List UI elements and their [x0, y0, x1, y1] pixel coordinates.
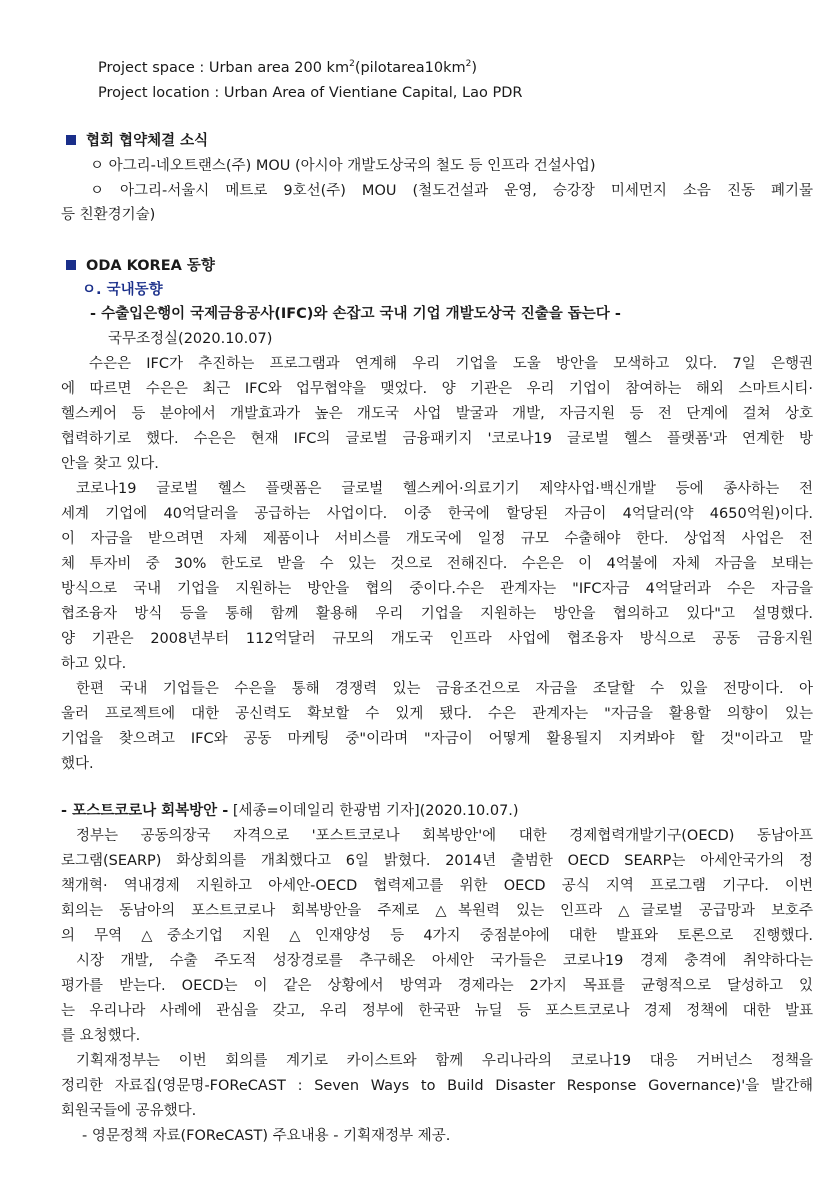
article1-line: 기업을 찾으려고 IFC와 공동 마케팅 중"이라며 "자금이 어떻게 활용될지 지켜봐야 할 것"이라고 말	[61, 731, 813, 747]
article1-headline: - 수출입은행이 국제금융공사(IFC)와 손잡고 국내 기업 개발도상국 진출을 돕는다 -	[90, 306, 621, 322]
article1-line: 한편 국내 기업들은 수은을 통해 경쟁력 있는 금융조건으로 자금을 조달할 수 있을 전망이다. 아	[76, 681, 813, 697]
article2-header	[61, 802, 519, 820]
square-bullet-icon	[66, 260, 76, 270]
article1-line: 세계 기업에 40억달러을 공급하는 사업이다. 이중 한국에 할당된 자금이 4억달러(약 4650억원)이다.	[61, 506, 813, 522]
assoc-item: ㅇ 아그리-네오트랜스(주) MOU (아시아 개발도상국의 철도 등 인프라 건설사업)	[90, 158, 596, 174]
article2-line: 책개혁· 역내경제 지원하고 아세안-OECD 협력제고를 위한 OECD 공식 지역 프로그램 기구다. 이번	[61, 878, 813, 894]
article1-line: 협력하기로 했다. 수은은 현재 IFC의 글로벌 금융패키지 '코로나19 글로벌 헬스 플랫폼'과 연계한 방	[61, 431, 813, 447]
square-bullet-icon	[66, 135, 76, 145]
article2-line: 기획재정부는 이번 회의를 계기로 카이스트와 함께 우리나라의 코로나19 대응 거버넌스 정책을	[76, 1053, 813, 1069]
article1-line: 이 자금을 받으려면 자체 제품이나 서비스를 개도국에 일정 규모 수출해야 한다. 상업적 사업은 전	[61, 531, 813, 547]
article1-line: 방식으로 국내 기업을 지원하는 방안을 협의 중이다.수은 관계자는 "IFC자금 4억달러과 수은 자금을	[61, 581, 813, 597]
article2-line: 회원국들에 공유했다.	[61, 1103, 197, 1119]
assoc-section-heading: 협회 협약체결 소식	[66, 132, 208, 150]
article1-source: 국무조정실(2020.10.07)	[108, 331, 273, 347]
article1-line: 수은은 IFC가 추진하는 프로그램과 연계해 우리 기업을 도울 방안을 모색하고 있다. 7일 은행권	[89, 356, 813, 372]
domestic-subheading: ㅇ. 국내동향	[82, 282, 163, 298]
article1-line: 헬스케어 등 분야에서 개발효과가 높은 개도국 사업 발굴과 개발, 자금지원 등 전 단계에 걸쳐 상호	[61, 406, 813, 422]
assoc-item: ㅇ 아그리-서울시 메트로 9호선(주) MOU (철도건설과 운영, 승강장 미세먼지 소음 진동 폐기물	[90, 183, 813, 199]
figure-caption: - 영문정책 자료(FOReCAST) 주요내용 - 기획재정부 제공.	[82, 1128, 451, 1144]
article1-line: 했다.	[61, 756, 94, 772]
article2-line: 평가를 받는다. OECD는 이 같은 상황에서 방역과 경제라는 2가지 목표를 균형적으로 달성하고 있	[61, 978, 813, 994]
article2-headline: - 포스트코로나 회복방안 -	[61, 803, 229, 819]
article1-line: 협조융자 방식 등을 통해 함께 활용해 우리 기업을 지원하는 방안을 협의하고 있다"고 설명했다.	[61, 606, 813, 622]
article2-line: 정리한 자료집(영문명-FOReCAST : Seven Ways to Build Disaster Response Governance)'을 발간해	[61, 1078, 813, 1094]
article2-line: 를 요청했다.	[61, 1028, 141, 1044]
article2-line: 시장 개발, 수출 주도적 성장경로를 추구해온 아세안 국가들은 코로나19 경제 충격에 취약하다는	[76, 953, 813, 969]
oda-section-heading: ODA KOREA 동향	[66, 257, 215, 275]
article1-line: 울러 프로젝트에 대한 공신력도 확보할 수 있게 됐다. 수은 관계자는 "자금을 활용할 의향이 있는	[61, 706, 813, 722]
article2-line: 의 무역 △중소기업 지원 △인재양성 등 4가지 중점분야에 대한 발표와 토론으로 진행했다.	[61, 928, 813, 944]
assoc-item-cont: 등 친환경기술)	[61, 207, 156, 223]
project-location: Project location : Urban Area of Vientiane Capital, Lao PDR	[98, 85, 523, 101]
article2-line: 회의는 동남아의 포스트코로나 회복방안을 주제로 △복원력 있는 인프라 △글로벌 공급망과 보호주	[61, 903, 813, 919]
article1-line: 하고 있다.	[61, 656, 127, 672]
project-space: Project space : Urban area 200 $km^2(pilotarea10km^2)$	[98, 59, 478, 76]
article1-line: 코로나19 글로벌 헬스 플랫폼은 글로벌 헬스케어·의료기기 제약사업·백신개발 등에 종사하는 전	[76, 481, 813, 497]
article1-line: 에 따르면 수은은 최근 IFC와 업무협약을 맺었다. 양 기관은 우리 기업이 참여하는 해외 스마트시티·	[61, 381, 813, 397]
article2-source: [세종=이데일리 한광범 기자](2020.10.07.)	[232, 803, 519, 819]
article2-line: 로그램(SEARP) 화상회의를 개최했다고 6일 밝혔다. 2014년 출범한 OECD SEARP는 아세안국가의 정	[61, 853, 813, 869]
article2-line: 정부는 공동의장국 자격으로 '포스트코로나 회복방안'에 대한 경제협력개발기구(OECD) 동남아프	[76, 828, 813, 844]
article1-line: 안을 찾고 있다.	[61, 456, 159, 472]
article2-line: 는 우리나라 사례에 관심을 갖고, 우리 정부에 한국판 뉴딜 등 포스트코로나 경제 정책에 대한 발표	[61, 1003, 813, 1019]
article1-line: 체 투자비 중 30% 한도로 받을 수 있는 것으로 전해진다. 수은은 이 4억불에 자체 자금을 보태는	[61, 556, 813, 572]
article1-line: 양 기관은 2008년부터 112억달러 규모의 개도국 인프라 사업에 협조융자 방식으로 공동 금융지원	[61, 631, 813, 647]
